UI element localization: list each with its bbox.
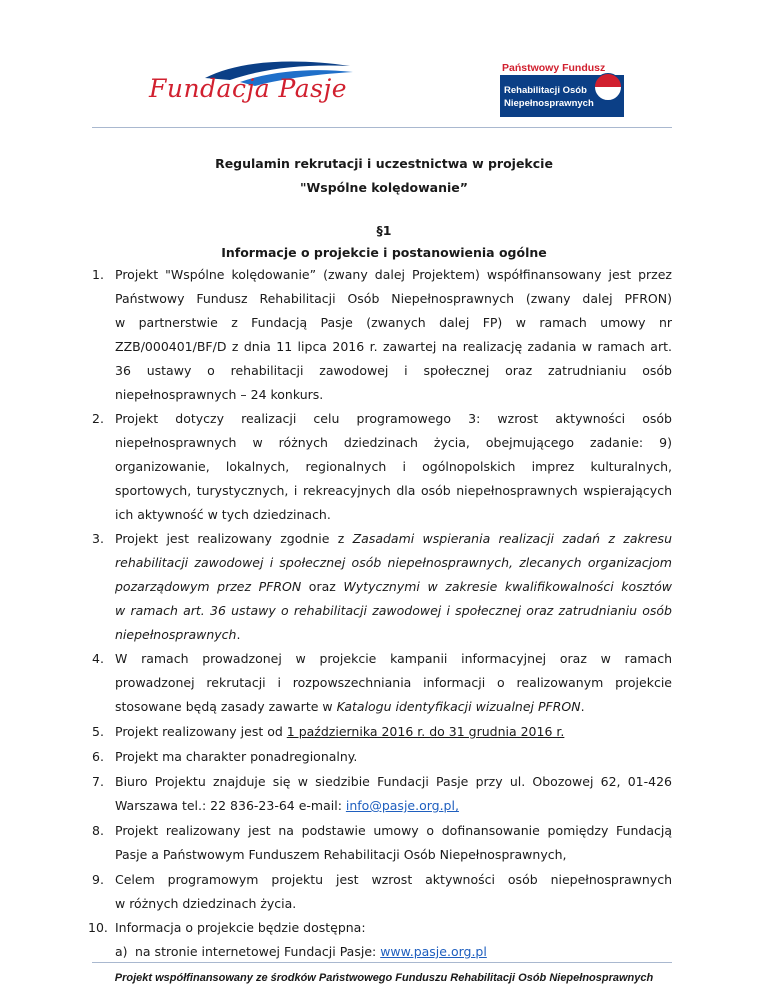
item-2-line-4: sportowych, turystycznych, i rekreacyjnych dla osób niepełnosprawnych wspierających bbox=[115, 483, 672, 498]
item-8-line-1: Projekt realizowany jest na podstawie umowy o dofinansowanie pomiędzy Fundacją bbox=[115, 823, 672, 838]
pfron-logo-line1: Rehabilitacji Osób bbox=[504, 85, 587, 96]
item-4-number: 4. bbox=[92, 651, 104, 666]
item-10-line-1: Informacja o projekcie będzie dostępna: bbox=[115, 920, 366, 935]
item-3-line-4: w ramach art. 36 ustawy o rehabilitacji zawodowej i społecznej oraz zatrudnianiu osób bbox=[115, 603, 672, 618]
document-title-line2: "Wspólne kolędowanie” bbox=[299, 180, 468, 195]
item-9-line-1: Celem programowym projektu jest wzrost aktywności osób niepełnosprawnych bbox=[115, 872, 672, 887]
item-3-line-5b: . bbox=[236, 627, 241, 642]
item-4-line-1: W ramach prowadzonej w projekcie kampanii informacyjnej oraz w ramach bbox=[115, 651, 672, 666]
item-7-line-2a: Warszawa tel.: 22 836-23-64 e-mail: bbox=[115, 798, 346, 813]
section-mark: §1 bbox=[376, 223, 392, 238]
document-title-line1: Regulamin rekrutacji i uczestnictwa w projekcie bbox=[215, 156, 553, 171]
item-1-line-2: Państwowy Fundusz Rehabilitacji Osób Niepełnosprawnych (zwany dalej PFRON) bbox=[115, 291, 672, 306]
item-10-number: 10. bbox=[88, 920, 108, 935]
item-1-number: 1. bbox=[92, 267, 104, 282]
item-5-dates: 1 października 2016 r. do 31 grudnia 2016 r. bbox=[286, 724, 565, 739]
item-2-line-5: ich aktywność w tych dziedzinach. bbox=[115, 507, 331, 522]
item-4-line-2: prowadzonej rekrutacji i rozpowszechniania informacji o realizowanym projekcie bbox=[115, 675, 672, 690]
section-title: Informacje o projekcie i postanowienia ogólne bbox=[221, 245, 547, 260]
item-9-line-2: w różnych dziedzinach życia. bbox=[115, 896, 297, 911]
item-3-line-1a: Projekt jest realizowany zgodnie z bbox=[115, 531, 353, 546]
item-1-line-4: ZZB/000401/BF/D z dnia 11 lipca 2016 r. zawartej na realizację zadania w ramach art. bbox=[115, 339, 672, 354]
website-link[interactable]: www.pasje.org.pl bbox=[380, 944, 487, 959]
item-2-number: 2. bbox=[92, 411, 104, 426]
item-1-line-1: Projekt "Wspólne kolędowanie” (zwany dalej Projektem) współfinansowany jest przez bbox=[115, 267, 672, 282]
item-3-line-3c: Wytycznymi w zakresie kwalifikowalności kosztów bbox=[343, 579, 672, 594]
item-3-line-2: rehabilitacji zawodowej i społecznej osób niepełnosprawnych, zlecanych organizacjom bbox=[115, 555, 672, 570]
pfron-logo-line2: Niepełnosprawnych bbox=[504, 98, 594, 109]
email-link[interactable]: info@pasje.org.pl, bbox=[345, 798, 459, 813]
item-10-sub-a bbox=[135, 944, 487, 959]
logo-left-text: Fundacja Pasje bbox=[149, 74, 348, 103]
item-3-line-3a: pozarządowym przez PFRON bbox=[115, 579, 302, 594]
item-3-number: 3. bbox=[92, 531, 104, 546]
item-3-line-3 bbox=[115, 579, 672, 594]
item-2-line-2: niepełnosprawnych w różnych dziedzinach życia, obejmującego zadanie: 9) bbox=[115, 435, 672, 450]
item-4-line-3 bbox=[115, 699, 585, 714]
item-6-line-1: Projekt ma charakter ponadregionalny. bbox=[115, 749, 358, 764]
footer-divider bbox=[92, 962, 672, 963]
pfron-logo bbox=[500, 62, 624, 117]
pfron-circle-icon bbox=[594, 73, 622, 101]
pfron-logo-box bbox=[500, 75, 624, 117]
item-5-line-1 bbox=[115, 724, 564, 739]
item-5-number: 5. bbox=[92, 724, 104, 739]
footer-text: Projekt współfinansowany ze środków Państwowego Funduszu Rehabilitacji Osób Niepełnosprawnych bbox=[114, 972, 654, 984]
item-3-line-1 bbox=[115, 531, 672, 546]
item-8-number: 8. bbox=[92, 823, 104, 838]
item-3-line-3b: oraz bbox=[301, 579, 344, 594]
item-3-line-5a: niepełnosprawnych bbox=[115, 627, 237, 642]
pfron-logo-top: Państwowy Fundusz bbox=[502, 62, 606, 74]
item-10-sub-a-marker: a) bbox=[115, 944, 128, 959]
item-3-line-1b: Zasadami wspierania realizacji zadań z zakresu bbox=[352, 531, 672, 546]
header-divider bbox=[92, 127, 672, 128]
item-6-number: 6. bbox=[92, 749, 104, 764]
item-2-line-1: Projekt dotyczy realizacji celu programowego 3: wzrost aktywności osób bbox=[115, 411, 672, 426]
item-5-line-1a: Projekt realizowany jest od bbox=[115, 724, 287, 739]
item-9-number: 9. bbox=[92, 872, 104, 887]
item-1-line-6: niepełnosprawnych – 24 konkurs. bbox=[115, 387, 324, 402]
item-8-line-2: Pasje a Państwowym Funduszem Rehabilitacji Osób Niepełnosprawnych, bbox=[115, 847, 567, 862]
item-10-sub-a-text: na stronie internetowej Fundacji Pasje: bbox=[135, 944, 381, 959]
item-1-line-5: 36 ustawy o rehabilitacji zawodowej i społecznej oraz zatrudnianiu osób bbox=[115, 363, 672, 378]
item-7-number: 7. bbox=[92, 774, 104, 789]
fundacja-pasje-logo bbox=[145, 56, 355, 112]
item-7-line-1: Biuro Projektu znajduje się w siedzibie Fundacji Pasje przy ul. Obozowej 62, 01-426 bbox=[115, 774, 672, 789]
item-4-line-3c: . bbox=[580, 699, 585, 714]
item-1-line-3: w partnerstwie z Fundacją Pasje (zwanych dalej FP) w ramach umowy nr bbox=[115, 315, 672, 330]
item-7-line-2 bbox=[115, 798, 459, 813]
item-3-line-5 bbox=[115, 627, 240, 642]
item-4-line-3a: stosowane będą zasady zawarte w bbox=[115, 699, 337, 714]
item-2-line-3: organizowanie, lokalnych, regionalnych i ogólnopolskich imprez kulturalnych, bbox=[115, 459, 672, 474]
item-4-line-3b: Katalogu identyfikacji wizualnej PFRON bbox=[336, 699, 581, 714]
